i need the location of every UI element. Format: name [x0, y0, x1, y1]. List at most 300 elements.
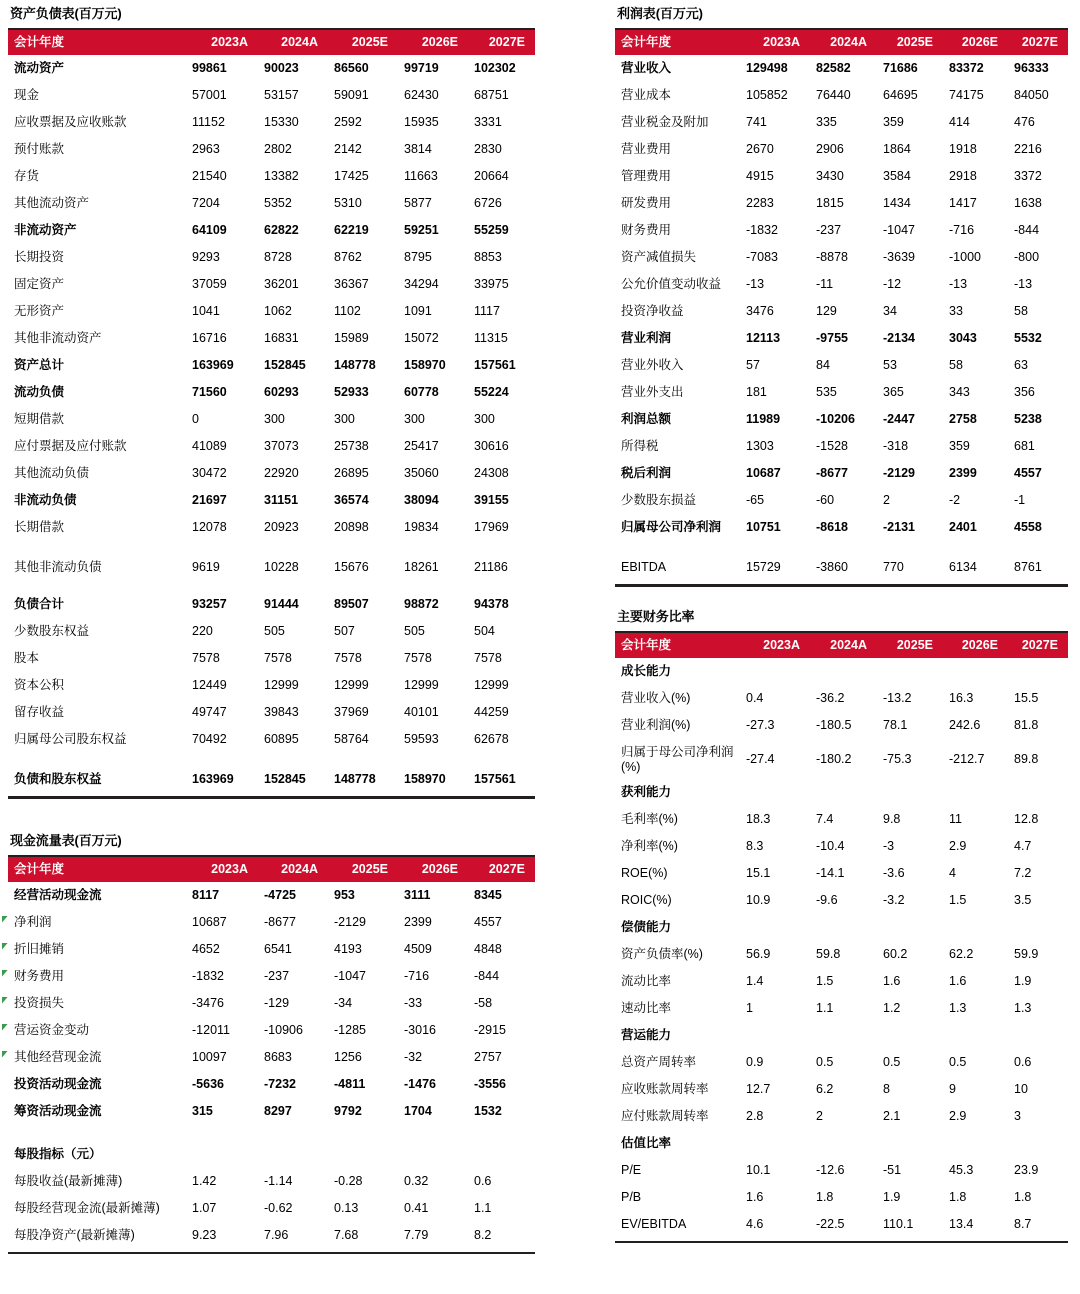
row-value: 1.3 — [1014, 1000, 1032, 1015]
row-value: 12.8 — [1014, 811, 1039, 826]
row-value: 2.9 — [949, 838, 967, 853]
row-label: 应付账款周转率 — [621, 1108, 709, 1123]
row-label: 营业利润 — [621, 331, 672, 345]
row-label: ROE(%) — [621, 865, 668, 880]
row-value: 1.07 — [192, 1200, 217, 1215]
row-value: -1 — [1014, 493, 1026, 507]
row-label: ROIC(%) — [621, 892, 672, 907]
table-row — [8, 433, 535, 460]
row-value: 300 — [264, 412, 285, 426]
row-value: 25417 — [404, 439, 439, 453]
row-value: -8618 — [816, 520, 848, 534]
table-row — [8, 109, 535, 136]
row-label: 毛利率(%) — [621, 811, 678, 826]
row-value: -11 — [816, 277, 834, 291]
row-value: 8.7 — [1014, 1216, 1032, 1231]
row-value: 3 — [1014, 1108, 1021, 1123]
row-value: 535 — [816, 385, 837, 399]
row-value: -1000 — [949, 250, 981, 264]
row-value: 8853 — [474, 250, 502, 264]
cash-flow-body — [8, 882, 535, 1125]
row-value: 4652 — [192, 941, 220, 956]
table-row — [615, 244, 1068, 271]
row-value: 56.9 — [746, 946, 771, 961]
column-header-2024a: 2024A — [281, 861, 318, 876]
row-value: 39155 — [474, 493, 509, 507]
row-label-text: 归属于母公司净利润(%) — [621, 744, 734, 774]
table-row — [8, 1017, 535, 1044]
row-value — [810, 779, 877, 806]
row-value: -716 — [404, 968, 430, 983]
row-value: 1.1 — [816, 1000, 834, 1015]
ratios-thead — [615, 633, 1068, 658]
row-value: 98872 — [404, 597, 439, 611]
row-label: EBITDA — [621, 560, 667, 574]
row-value: 84050 — [1014, 88, 1049, 102]
row-label: 投资活动现金流 — [14, 1076, 102, 1091]
row-label: 折旧摊销 — [8, 936, 186, 963]
row-value: -51 — [883, 1162, 902, 1177]
row-value: 2906 — [816, 142, 844, 156]
table-row — [615, 271, 1068, 298]
table-row — [615, 1157, 1068, 1184]
row-value: 62430 — [404, 88, 439, 102]
row-value — [877, 1022, 943, 1049]
row-value: 11663 — [404, 169, 438, 183]
row-value: 4193 — [334, 941, 362, 956]
row-value: -3476 — [192, 995, 224, 1010]
row-value: 1.5 — [816, 973, 834, 988]
row-value: 2670 — [746, 142, 774, 156]
row-value — [810, 914, 877, 941]
ratios-body — [615, 658, 1068, 1238]
column-header-2026e: 2026E — [421, 861, 458, 876]
row-value: 2802 — [264, 142, 292, 156]
row-value: 102302 — [474, 61, 516, 75]
row-label: 成长能力 — [621, 663, 672, 678]
row-label: 营业利润(%) — [621, 717, 691, 732]
row-value: 9792 — [334, 1103, 362, 1118]
table-row — [615, 914, 1068, 941]
row-value: 89507 — [334, 597, 369, 611]
row-value: 1.8 — [949, 1189, 967, 1204]
row-value: -0.62 — [264, 1200, 293, 1215]
per-share-section-blank-5 — [468, 1141, 535, 1168]
row-value — [943, 1130, 1008, 1157]
row-value: 12999 — [334, 678, 369, 692]
row-label: 其他流动负债 — [14, 466, 90, 480]
row-value: 1091 — [404, 304, 432, 318]
row-value: 62678 — [474, 732, 509, 746]
row-value: 1.4 — [746, 973, 764, 988]
table-row — [615, 298, 1068, 325]
row-value: 99861 — [192, 61, 227, 75]
row-label: 股本 — [14, 651, 40, 665]
row-value: 59.8 — [816, 946, 841, 961]
row-value: 13382 — [264, 169, 299, 183]
table-row — [8, 82, 535, 109]
balance-sheet-header-row — [8, 30, 535, 55]
row-value: 148778 — [334, 358, 376, 372]
row-value: 24308 — [474, 466, 509, 480]
row-value: 0.9 — [746, 1054, 764, 1069]
row-value: 9 — [949, 1081, 956, 1096]
row-value: 681 — [1014, 439, 1035, 453]
row-value: -800 — [1014, 250, 1040, 264]
row-value: 30472 — [192, 466, 227, 480]
row-value — [877, 658, 943, 685]
row-value: 94378 — [474, 597, 509, 611]
per-share-section-blank-4 — [398, 1141, 468, 1168]
per-share-section-label: 每股指标（元） — [14, 1146, 102, 1161]
row-label: 营业成本 — [621, 88, 672, 102]
column-header-2024a: 2024A — [281, 35, 318, 49]
row-value: 8762 — [334, 250, 362, 264]
row-value: 2216 — [1014, 142, 1042, 156]
income-statement-block — [615, 6, 1068, 587]
row-value: 1704 — [404, 1103, 432, 1118]
row-value: -22.5 — [816, 1216, 845, 1231]
row-value: 49747 — [192, 705, 227, 719]
row-value: 83372 — [949, 61, 984, 75]
row-label: 所得税 — [621, 439, 659, 453]
row-value: 3584 — [883, 169, 911, 183]
row-value: -7083 — [746, 250, 778, 264]
row-value: 59593 — [404, 732, 439, 746]
row-value: 6726 — [474, 196, 502, 210]
column-header-2026e: 2026E — [961, 637, 998, 652]
row-value: 2757 — [474, 1049, 502, 1064]
row-value: 10.1 — [746, 1162, 771, 1177]
row-value: 86560 — [334, 61, 369, 75]
table-row — [8, 1168, 535, 1195]
row-value: 16716 — [192, 331, 227, 345]
table-row — [8, 163, 535, 190]
row-label: 流动比率 — [621, 973, 672, 988]
row-value: 1.42 — [192, 1173, 217, 1188]
row-value: 1.9 — [883, 1189, 901, 1204]
row-value: 0.6 — [1014, 1054, 1032, 1069]
table-row — [615, 217, 1068, 244]
row-value: 2963 — [192, 142, 220, 156]
table-row — [8, 1044, 535, 1071]
table-row — [8, 645, 535, 672]
column-header-year: 会计年度 — [14, 35, 65, 49]
row-label: 营业收入(%) — [621, 690, 691, 705]
income-statement-body — [615, 55, 1068, 581]
row-value: 1.6 — [883, 973, 901, 988]
row-value: -2 — [949, 493, 961, 507]
row-value: 59251 — [404, 223, 439, 237]
row-label: 公允价值变动收益 — [621, 277, 722, 291]
row-value: 12449 — [192, 678, 227, 692]
row-value: 23.9 — [1014, 1162, 1039, 1177]
row-value: 0.5 — [816, 1054, 834, 1069]
table-row — [615, 968, 1068, 995]
row-value: 9.23 — [192, 1227, 217, 1242]
row-value: 62.2 — [949, 946, 974, 961]
row-value: 8.2 — [474, 1227, 492, 1242]
row-value: 7204 — [192, 196, 220, 210]
table-row — [615, 806, 1068, 833]
row-value: 10228 — [264, 560, 299, 574]
row-value: 84 — [816, 358, 830, 372]
row-value: -716 — [949, 223, 975, 237]
row-value: 45.3 — [949, 1162, 974, 1177]
row-value: 1303 — [746, 439, 774, 453]
row-value: 0.4 — [746, 690, 764, 705]
table-row — [8, 1222, 535, 1249]
row-value: 8761 — [1014, 560, 1042, 574]
table-row — [8, 514, 535, 541]
row-value: -318 — [883, 439, 909, 453]
row-value: 1.2 — [883, 1000, 901, 1015]
table-row — [8, 936, 535, 963]
balance-sheet-thead — [8, 30, 535, 55]
row-value: 220 — [192, 624, 213, 638]
table-row — [615, 55, 1068, 82]
column-header-2024a: 2024A — [830, 35, 867, 49]
table-row — [615, 1049, 1068, 1076]
column-header-2026e: 2026E — [961, 35, 998, 49]
column-header-2023a: 2023A — [211, 861, 248, 876]
row-label: 负债合计 — [14, 597, 65, 611]
row-value: 2399 — [949, 466, 977, 480]
row-value: 10687 — [746, 466, 781, 480]
table-row — [8, 136, 535, 163]
column-header-2025e: 2025E — [351, 861, 388, 876]
row-value: 1918 — [949, 142, 977, 156]
row-value: 12078 — [192, 520, 227, 534]
row-value: -180.2 — [816, 751, 852, 766]
row-value: 505 — [404, 624, 425, 638]
row-value: -8878 — [816, 250, 848, 264]
cash-flow-table — [8, 857, 535, 1249]
row-value: 10751 — [746, 520, 781, 534]
table-row — [615, 658, 1068, 685]
row-value: 110.1 — [883, 1216, 914, 1231]
row-value: 7.68 — [334, 1227, 359, 1242]
row-value: 60293 — [264, 385, 299, 399]
table-row — [615, 541, 1068, 581]
cash-flow-title: 现金流量表(百万元) — [10, 832, 122, 848]
row-value: 53 — [883, 358, 897, 372]
row-value: 8117 — [192, 887, 220, 902]
row-value: 242.6 — [949, 717, 981, 732]
per-share-section-blank-2 — [258, 1141, 328, 1168]
row-value: 1638 — [1014, 196, 1042, 210]
table-row — [8, 271, 535, 298]
row-value: 343 — [949, 385, 970, 399]
row-value: 8345 — [474, 887, 502, 902]
row-value: 1117 — [474, 304, 500, 318]
row-label: 其他非流动负债 — [14, 560, 102, 574]
row-label: 归属母公司净利润 — [621, 520, 722, 534]
row-value: 5877 — [404, 196, 432, 210]
row-label: 资产减值损失 — [621, 250, 697, 264]
row-value: 152845 — [264, 772, 306, 786]
column-header-2024a: 2024A — [830, 637, 867, 652]
row-value: 64109 — [192, 223, 227, 237]
row-value: 8795 — [404, 250, 432, 264]
row-label: 营业费用 — [621, 142, 672, 156]
row-value: 129 — [816, 304, 837, 318]
row-value: -34 — [334, 995, 353, 1010]
column-header-2027e: 2027E — [488, 861, 525, 876]
row-value — [810, 1130, 877, 1157]
row-value: 37059 — [192, 277, 227, 291]
row-value: -14.1 — [816, 865, 845, 880]
row-value: 1532 — [474, 1103, 502, 1118]
row-value: -1047 — [334, 968, 366, 983]
row-value: 63 — [1014, 358, 1028, 372]
row-value: 356 — [1014, 385, 1035, 399]
row-value: 4.6 — [746, 1216, 764, 1231]
row-value: -5636 — [192, 1076, 224, 1091]
row-value: 2.9 — [949, 1108, 967, 1123]
row-value: 18.3 — [746, 811, 771, 826]
row-value: 1.8 — [1014, 1189, 1032, 1204]
row-value: 36367 — [334, 277, 369, 291]
row-value: 7.2 — [1014, 865, 1032, 880]
table-row — [615, 1211, 1068, 1238]
row-label: 非流动资产 — [14, 223, 77, 237]
row-value: -4811 — [334, 1076, 366, 1091]
per-share-section-blank-3 — [328, 1141, 398, 1168]
row-value: 34 — [883, 304, 897, 318]
row-value — [1008, 1022, 1068, 1049]
row-value: -3556 — [474, 1076, 506, 1091]
per-share-spacer-cell — [8, 1125, 535, 1141]
row-label: 营业收入 — [621, 61, 672, 75]
row-value: -1832 — [192, 968, 224, 983]
table-row — [8, 460, 535, 487]
row-value: -2447 — [883, 412, 915, 426]
row-label: 每股经营现金流(最新摊薄) — [14, 1200, 160, 1215]
row-value: 15935 — [404, 115, 439, 129]
row-value: 12999 — [474, 678, 509, 692]
row-value: 2.1 — [883, 1108, 901, 1123]
row-label: P/E — [621, 1162, 642, 1177]
table-row — [615, 352, 1068, 379]
row-value: -32 — [404, 1049, 423, 1064]
row-value: 7.79 — [404, 1227, 429, 1242]
row-value: 68751 — [474, 88, 509, 102]
row-value: 16.3 — [949, 690, 974, 705]
row-value: -60 — [816, 493, 835, 507]
row-value: 6.2 — [816, 1081, 834, 1096]
row-value: 300 — [334, 412, 355, 426]
row-value: 365 — [883, 385, 904, 399]
table-row — [8, 726, 535, 753]
row-value: 5310 — [334, 196, 362, 210]
row-value: -3.2 — [883, 892, 905, 907]
row-value: 4557 — [1014, 466, 1042, 480]
row-value: 17969 — [474, 520, 509, 534]
row-label: 其他非流动资产 — [14, 331, 102, 345]
table-row — [8, 753, 535, 793]
per-share-section-row — [8, 1141, 535, 1168]
table-row — [8, 882, 535, 909]
row-label: 留存收益 — [14, 705, 65, 719]
row-value: 6541 — [264, 941, 292, 956]
ratios-block — [615, 609, 1068, 1244]
table-row — [8, 352, 535, 379]
row-value: 2399 — [404, 914, 432, 929]
row-value: 1.6 — [949, 973, 967, 988]
row-value: 78.1 — [883, 717, 908, 732]
table-row — [8, 591, 535, 618]
row-value: 4557 — [474, 914, 502, 929]
table-row — [615, 712, 1068, 739]
table-row — [8, 487, 535, 514]
row-value: 58764 — [334, 732, 369, 746]
row-value: 76440 — [816, 88, 851, 102]
row-value: 5352 — [264, 196, 292, 210]
row-value: 11989 — [746, 412, 781, 426]
row-label: 资本公积 — [14, 678, 65, 692]
table-row — [8, 963, 535, 990]
row-value: 55259 — [474, 223, 509, 237]
row-value: 1256 — [334, 1049, 362, 1064]
table-row — [615, 779, 1068, 806]
row-value: 953 — [334, 887, 355, 902]
row-label: 营运资金变动 — [8, 1017, 186, 1044]
row-value: 1.8 — [816, 1189, 834, 1204]
table-row — [615, 941, 1068, 968]
row-value: -12.6 — [816, 1162, 845, 1177]
table-row — [615, 739, 1068, 779]
row-value: 1.5 — [949, 892, 967, 907]
row-value: 11 — [949, 811, 962, 826]
row-value: 504 — [474, 624, 495, 638]
row-value: 71686 — [883, 61, 918, 75]
table-row — [615, 1184, 1068, 1211]
column-header-2027e: 2027E — [1021, 35, 1058, 49]
row-value: 7578 — [192, 651, 220, 665]
row-value: 15072 — [404, 331, 439, 345]
column-header-2023a: 2023A — [211, 35, 248, 49]
row-value: 5532 — [1014, 331, 1042, 345]
row-value: -180.5 — [816, 717, 852, 732]
row-value: 8297 — [264, 1103, 292, 1118]
row-value: -2915 — [474, 1022, 506, 1037]
table-row — [8, 990, 535, 1017]
column-header-2025e: 2025E — [896, 35, 933, 49]
row-label: 偿债能力 — [621, 919, 672, 934]
column-header-2027e: 2027E — [1021, 637, 1058, 652]
row-value — [877, 779, 943, 806]
row-value: 30616 — [474, 439, 509, 453]
row-value: 3331 — [474, 115, 502, 129]
row-value: 2142 — [334, 142, 362, 156]
row-value: 15330 — [264, 115, 299, 129]
column-header-2025e: 2025E — [351, 35, 388, 49]
per-share-spacer-row — [8, 1125, 535, 1141]
row-value: 53157 — [264, 88, 299, 102]
row-value: 1062 — [264, 304, 292, 318]
row-value: 10687 — [192, 914, 227, 929]
row-value: -10.4 — [816, 838, 845, 853]
row-value: 476 — [1014, 115, 1035, 129]
table-row — [615, 860, 1068, 887]
row-value: -1.14 — [264, 1173, 293, 1188]
row-label: 资产总计 — [14, 358, 65, 372]
row-value: -1528 — [816, 439, 848, 453]
row-value: 17425 — [334, 169, 369, 183]
row-value: 4558 — [1014, 520, 1042, 534]
row-value — [740, 914, 810, 941]
